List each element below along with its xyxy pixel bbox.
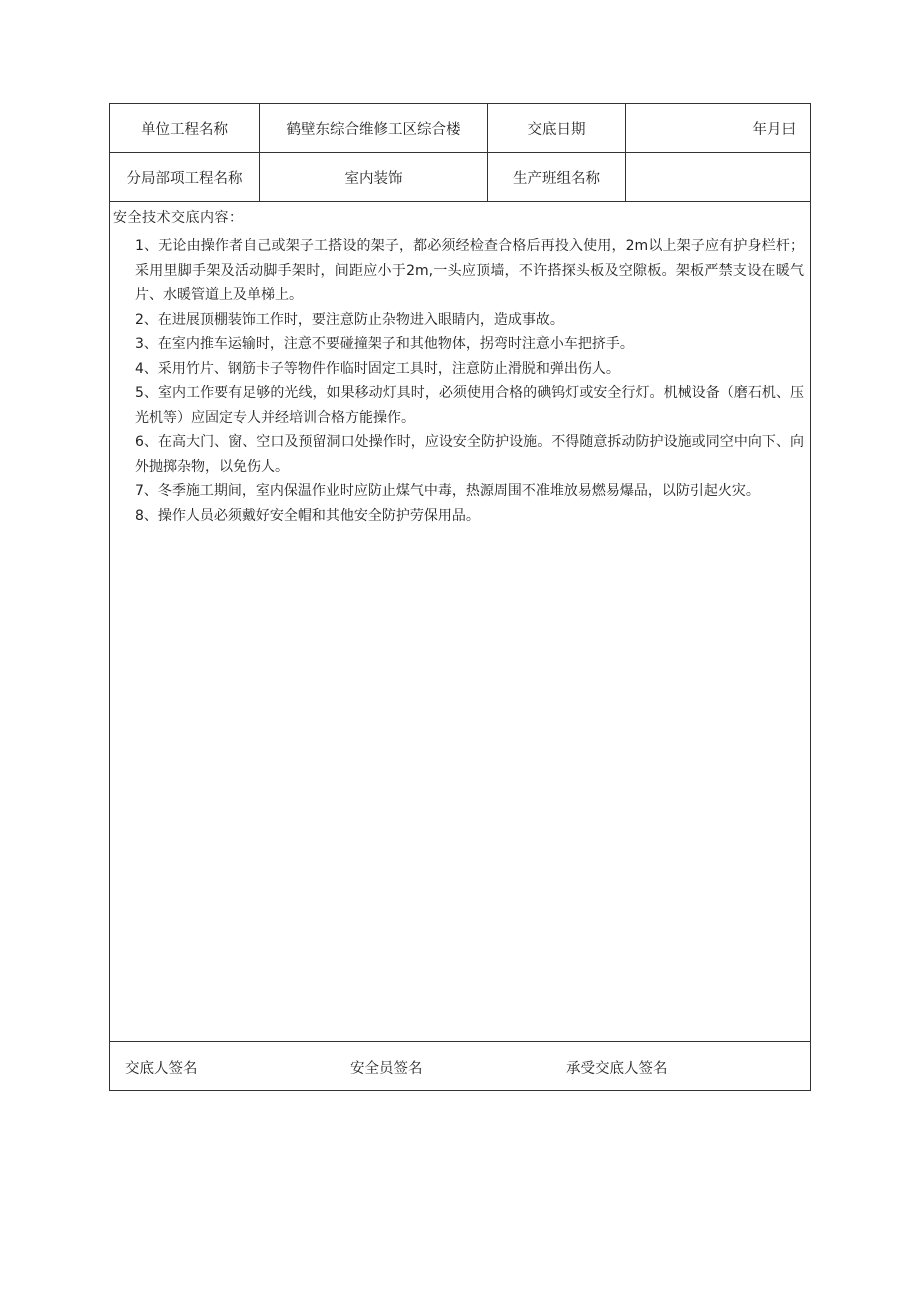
subproject-name-label: 分局部项工程名称 (110, 153, 260, 201)
presenter-signature-label: 交底人签名 (125, 1060, 198, 1077)
safety-item-8: 8、操作人员必须戴好安全帽和其他安全防护劳保用品。 (135, 507, 480, 524)
safety-items-list (110, 234, 810, 528)
subproject-name-value: 室内装饰 (260, 153, 488, 201)
safety-item-1: 1、无论由操作者自己或架子工搭设的架子，都必须经检查合格后再投入使用，2m以上架子应有护身栏杆；采用里脚手架及活动脚手架时，间距应小于2m,一头应顶墙，不许搭探头板及空隙板。架板严禁支设在暖气片、水暖管道上及单梯上。 (135, 238, 804, 303)
form-row-project (110, 104, 810, 153)
team-name-label: 生产班组名称 (488, 153, 626, 201)
safety-item-2: 2、在进展顶棚装饰工作时，要注意防止杂物进入眼睛内，造成事故。 (135, 311, 564, 328)
safety-officer-signature-label: 安全员签名 (350, 1060, 423, 1077)
team-name-value (626, 153, 812, 201)
disclosure-date-value: 年月曰 (752, 121, 796, 138)
disclosure-form (109, 103, 811, 1091)
safety-item-3: 3、在室内推车运输时，注意不要碰撞架子和其他物体，拐弯时注意小车把挤手。 (135, 336, 634, 352)
safety-item-6: 6、在高大门、窗、空口及预留洞口处操作时，应设安全防护设施。不得随意拆动防护设施或同空中向下、向外抛掷杂物，以免伤人。 (135, 434, 804, 475)
safety-content-title: 安全技术交底内容： (113, 210, 244, 226)
safety-content-section (110, 202, 810, 1042)
disclosure-date-label: 交底日期 (488, 104, 626, 152)
project-name-value: 鹤壁东综合维修工区综合楼 (260, 104, 488, 152)
form-row-subproject (110, 153, 810, 202)
safety-item-5: 5、室内工作要有足够的光线，如果移动灯具时，必须使用合格的碘钨灯或安全行灯。机械设备（磨石机、压光机等）应固定专人并经培训合格方能操作。 (135, 385, 804, 426)
receiver-signature-label: 承受交底人签名 (566, 1060, 668, 1077)
project-name-label: 单位工程名称 (110, 104, 260, 152)
signature-row (110, 1042, 810, 1092)
safety-item-7: 7、冬季施工期间，室内保温作业时应防止煤气中毒，热源周围不准堆放易燃易爆品，以防引起火灾。 (135, 483, 760, 499)
safety-item-4: 4、采用竹片、钢筋卡子等物件作临时固定工具时，注意防止滑脱和弹出伤人。 (135, 360, 620, 377)
